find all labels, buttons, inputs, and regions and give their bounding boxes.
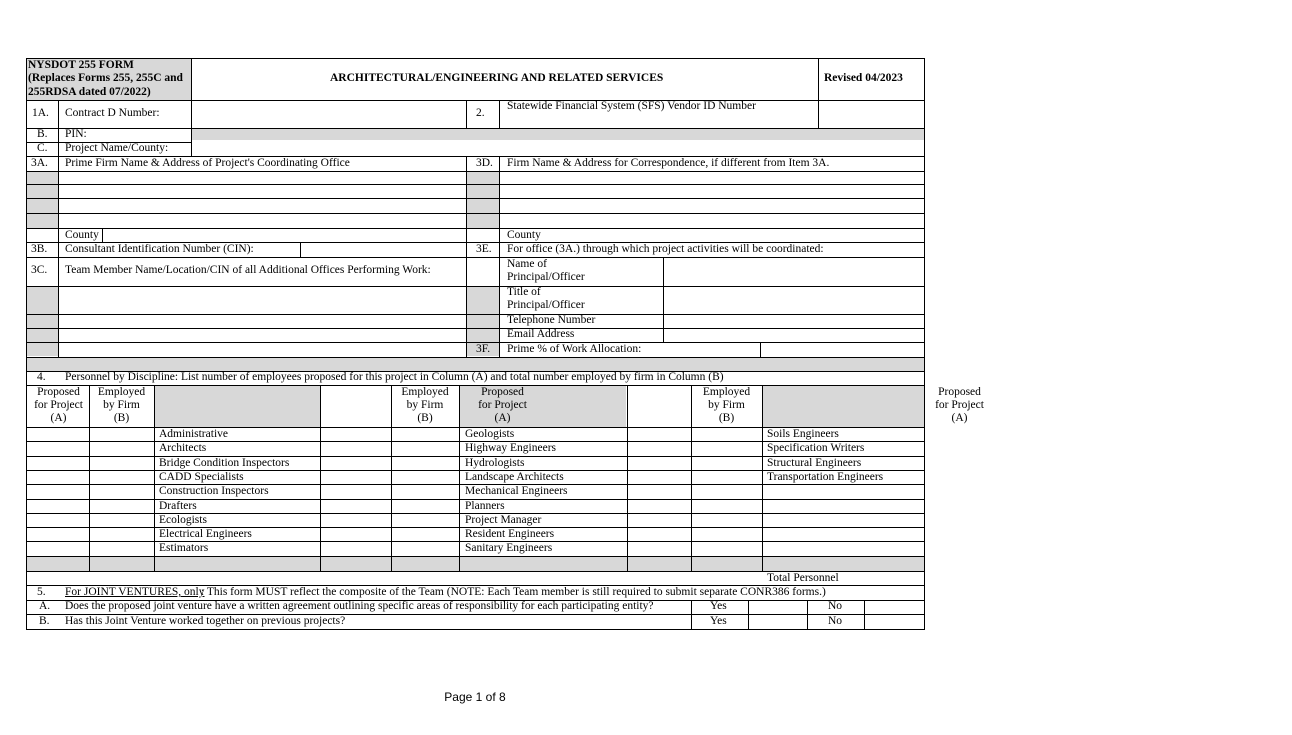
proposed-for-project-header-1: Proposed [37, 386, 80, 398]
shaded-cell [27, 198, 58, 213]
rule-h [26, 184, 925, 185]
employed-by-firm-header-3: by Firm [708, 399, 745, 411]
item-5-joint-ventures-lead: For JOINT VENTURES, only [65, 586, 205, 598]
rule-h [26, 427, 925, 428]
item-2-label: Statewide Financial System (SFS) Vendor ID Number [507, 100, 756, 112]
employed-by-firm-header-2: by Firm [406, 399, 444, 411]
rule-h [26, 385, 925, 386]
shaded-cell [27, 314, 58, 328]
discipline-label: Soils Engineers [767, 428, 839, 440]
rule-v [864, 600, 865, 630]
rule-v [663, 257, 664, 342]
rule-h [26, 156, 925, 157]
rule-h [26, 198, 925, 199]
item-5a-yes-checkbox[interactable] [749, 600, 807, 614]
item-3d-label: Firm Name & Address for Correspondence, if different from Item 3A. [507, 157, 830, 169]
rule-h [26, 585, 925, 586]
proposed-for-project-header-3: (A) [951, 412, 968, 424]
total-personnel-label: Total Personnel [767, 572, 839, 584]
form-name-line-1: NYSDOT 255 FORM [28, 59, 134, 71]
rule-v [760, 342, 761, 357]
discipline-label: Planners [465, 499, 505, 512]
shaded-cell [154, 385, 320, 427]
project-name-county-input[interactable] [192, 142, 924, 156]
rule-h [26, 58, 925, 59]
item-5a-no-checkbox[interactable] [865, 600, 924, 614]
proposed-for-project-header-1: for Project [34, 399, 83, 411]
discipline-label: CADD Specialists [159, 470, 244, 483]
item-5b-no-checkbox[interactable] [865, 614, 924, 629]
item-5b-no-label: No [828, 615, 843, 627]
rule-h [26, 128, 925, 129]
pin-input[interactable] [192, 128, 924, 140]
prime-firm-address-input[interactable] [59, 171, 466, 228]
rule-v [300, 242, 301, 257]
rule-h [26, 499, 925, 500]
item-2-number: 2. [476, 107, 485, 119]
rule-v [762, 385, 763, 571]
shaded-cell [27, 213, 58, 228]
item-5a-number: A. [39, 600, 51, 612]
rule-v [818, 58, 819, 128]
rule-h [26, 527, 925, 528]
rule-h [26, 228, 925, 229]
shaded-cell [27, 328, 58, 342]
item-5-number: 5. [37, 586, 46, 598]
item-c-number: C. [37, 142, 48, 154]
rule-h [26, 100, 925, 101]
rule-h [26, 484, 925, 485]
proposed-for-project-header-2: Proposed [481, 386, 524, 398]
rule-h [26, 600, 925, 601]
rule-v [807, 600, 808, 630]
rule-h [26, 242, 925, 243]
contract-d-number-input[interactable] [192, 101, 467, 128]
rule-v [691, 600, 692, 630]
proposed-for-project-header-2: for Project [478, 399, 527, 411]
form-title: ARCHITECTURAL/ENGINEERING AND RELATED SERVICES [330, 72, 664, 84]
item-3c-label: Team Member Name/Location/CIN of all Additional Offices Performing Work: [65, 264, 431, 276]
principal-name-label-1: Name of [507, 258, 547, 270]
item-3a-county-label: County [65, 229, 99, 241]
shaded-cell [27, 171, 58, 184]
rule-v [89, 385, 90, 571]
shaded-cell [27, 342, 58, 356]
item-5b-number: B. [39, 615, 50, 627]
item-1a-number: 1A. [32, 107, 49, 119]
discipline-label: Highway Engineers [465, 442, 557, 455]
item-5b-yes-label: Yes [710, 615, 727, 627]
shaded-cell [27, 286, 58, 314]
rule-h [26, 541, 925, 542]
employed-by-firm-header-2: Employed [401, 386, 449, 398]
rule-v [691, 385, 692, 571]
rule-h [26, 314, 925, 315]
item-3e-label: For office (3A.) through which project activities will be coordinated: [507, 243, 824, 255]
discipline-label: Administrative [159, 428, 228, 440]
rule-v [459, 385, 460, 571]
correspondence-firm-address-input[interactable] [500, 171, 924, 228]
email-label: Email Address [507, 328, 575, 340]
rule-h [26, 513, 925, 514]
page-number: Page 1 of 8 [444, 690, 506, 704]
item-5a-label: Does the proposed joint venture have a written agreement outlining specific areas of responsibility for each participating entity? [65, 600, 654, 612]
cin-input[interactable] [301, 243, 466, 257]
form-name-line-2: (Replaces Forms 255, 255C and [28, 72, 183, 84]
rule-v [627, 385, 628, 571]
proposed-for-project-header-3: Proposed [938, 386, 981, 398]
employed-by-firm-header-1: (B) [113, 412, 130, 424]
rule-h [26, 342, 925, 343]
rule-v [391, 385, 392, 571]
employed-by-firm-header-3: (B) [718, 412, 735, 424]
rule-h [26, 286, 925, 287]
principal-name-input[interactable] [664, 257, 924, 285]
principal-title-label-2: Principal/Officer [507, 299, 585, 311]
discipline-label: Electrical Engineers [159, 528, 252, 541]
shaded-cell [27, 556, 924, 571]
item-1a-label: Contract D Number: [65, 107, 160, 119]
rule-h [26, 213, 925, 214]
shaded-cell [467, 171, 499, 184]
principal-name-label-2: Principal/Officer [507, 271, 585, 283]
discipline-label: Geologists [465, 428, 515, 440]
item-c-label: Project Name/County: [65, 142, 169, 154]
rule-h [26, 614, 925, 615]
item-3f-label: Prime % of Work Allocation: [507, 343, 642, 355]
discipline-label: Structural Engineers [767, 456, 862, 469]
telephone-label: Telephone Number [507, 314, 596, 326]
rule-h [26, 629, 925, 630]
discipline-label: Ecologists [159, 513, 207, 526]
item-4-label: Personnel by Discipline: List number of employees proposed for this project in Column (A) and total number employed by firm in Column (B) [65, 371, 724, 383]
rule-h [26, 371, 925, 372]
rule-h [26, 357, 925, 358]
rule-v [748, 600, 749, 630]
item-3b-number: 3B. [31, 243, 48, 255]
work-allocation-input[interactable] [761, 342, 924, 357]
item-3c-number: 3C. [31, 264, 48, 276]
principal-title-label-1: Title of [507, 286, 541, 298]
item-3b-label: Consultant Identification Number (CIN): [65, 243, 254, 255]
shaded-cell [467, 286, 499, 314]
proposed-for-project-header-1: (A) [50, 412, 67, 424]
item-3a-number: 3A. [31, 157, 48, 169]
proposed-for-project-header-2: (A) [494, 412, 511, 424]
rule-v [924, 58, 925, 630]
item-4-number: 4. [37, 371, 46, 383]
rule-h [26, 257, 925, 258]
discipline-label: Estimators [159, 542, 209, 555]
discipline-label: Architects [159, 442, 207, 455]
employed-by-firm-header-3: Employed [702, 386, 751, 398]
rule-h [26, 441, 925, 442]
item-3e-number: 3E. [476, 243, 492, 255]
discipline-label: Landscape Architects [465, 470, 564, 483]
discipline-label: Transportation Engineers [767, 470, 884, 483]
telephone-input[interactable] [664, 314, 924, 328]
item-b-number: B. [37, 128, 48, 140]
discipline-label: Bridge Condition Inspectors [159, 456, 290, 469]
rule-v [320, 385, 321, 571]
shaded-cell [467, 213, 499, 228]
sfs-vendor-id-input[interactable] [819, 101, 924, 128]
form-name-line-3: 255RDSA dated 07/2022) [28, 86, 151, 98]
discipline-label: Hydrologists [465, 456, 525, 469]
discipline-label: Resident Engineers [465, 528, 555, 541]
rule-v [499, 100, 500, 128]
revision-date: Revised 04/2023 [824, 72, 903, 84]
shaded-cell [467, 328, 499, 342]
rule-h [26, 456, 925, 457]
item-3f-number: 3F. [476, 343, 491, 355]
item-b-label: PIN: [65, 128, 87, 140]
rule-h [26, 571, 925, 572]
item-5a-yes-label: Yes [710, 600, 727, 612]
rule-h [26, 556, 925, 557]
rule-v [154, 385, 155, 571]
item-3d-county-label: County [507, 229, 541, 241]
item-5a-no-label: No [828, 600, 843, 612]
rule-v [466, 100, 467, 128]
shaded-cell [27, 358, 924, 371]
discipline-label: Project Manager [465, 513, 542, 526]
rule-v [102, 228, 103, 242]
prime-county-input[interactable] [103, 229, 466, 242]
item-3d-number: 3D. [476, 157, 493, 169]
discipline-label: Sanitary Engineers [465, 542, 553, 555]
employed-by-firm-header-1: by Firm [103, 399, 140, 411]
email-input[interactable] [664, 328, 924, 342]
employed-by-firm-header-2: (B) [417, 412, 433, 424]
rule-v [26, 58, 27, 630]
rule-h [26, 470, 925, 471]
discipline-label: Drafters [159, 499, 197, 512]
rule-v [191, 58, 192, 100]
nysdot-255-form [26, 58, 984, 630]
shaded-cell [467, 314, 499, 328]
item-5b-label: Has this Joint Venture worked together on previous projects? [65, 615, 346, 627]
rule-h [26, 142, 191, 143]
shaded-cell [467, 184, 499, 198]
rule-h [26, 328, 925, 329]
discipline-label: Mechanical Engineers [465, 485, 568, 498]
discipline-label: Construction Inspectors [159, 485, 269, 498]
item-3a-label: Prime Firm Name & Address of Project's Coordinating Office [65, 157, 350, 169]
employed-by-firm-header-1: Employed [97, 386, 146, 398]
shaded-cell [467, 198, 499, 213]
discipline-label: Specification Writers [767, 442, 865, 455]
principal-title-input[interactable] [664, 286, 924, 314]
proposed-for-project-header-3: for Project [935, 399, 984, 411]
item-5b-yes-checkbox[interactable] [749, 614, 807, 629]
shaded-cell [27, 184, 58, 198]
item-5-label: : This form MUST reflect the composite of the Team (NOTE: Each Team member is still required to submit separate CONR386 forms.) [201, 586, 826, 598]
rule-h [26, 171, 925, 172]
